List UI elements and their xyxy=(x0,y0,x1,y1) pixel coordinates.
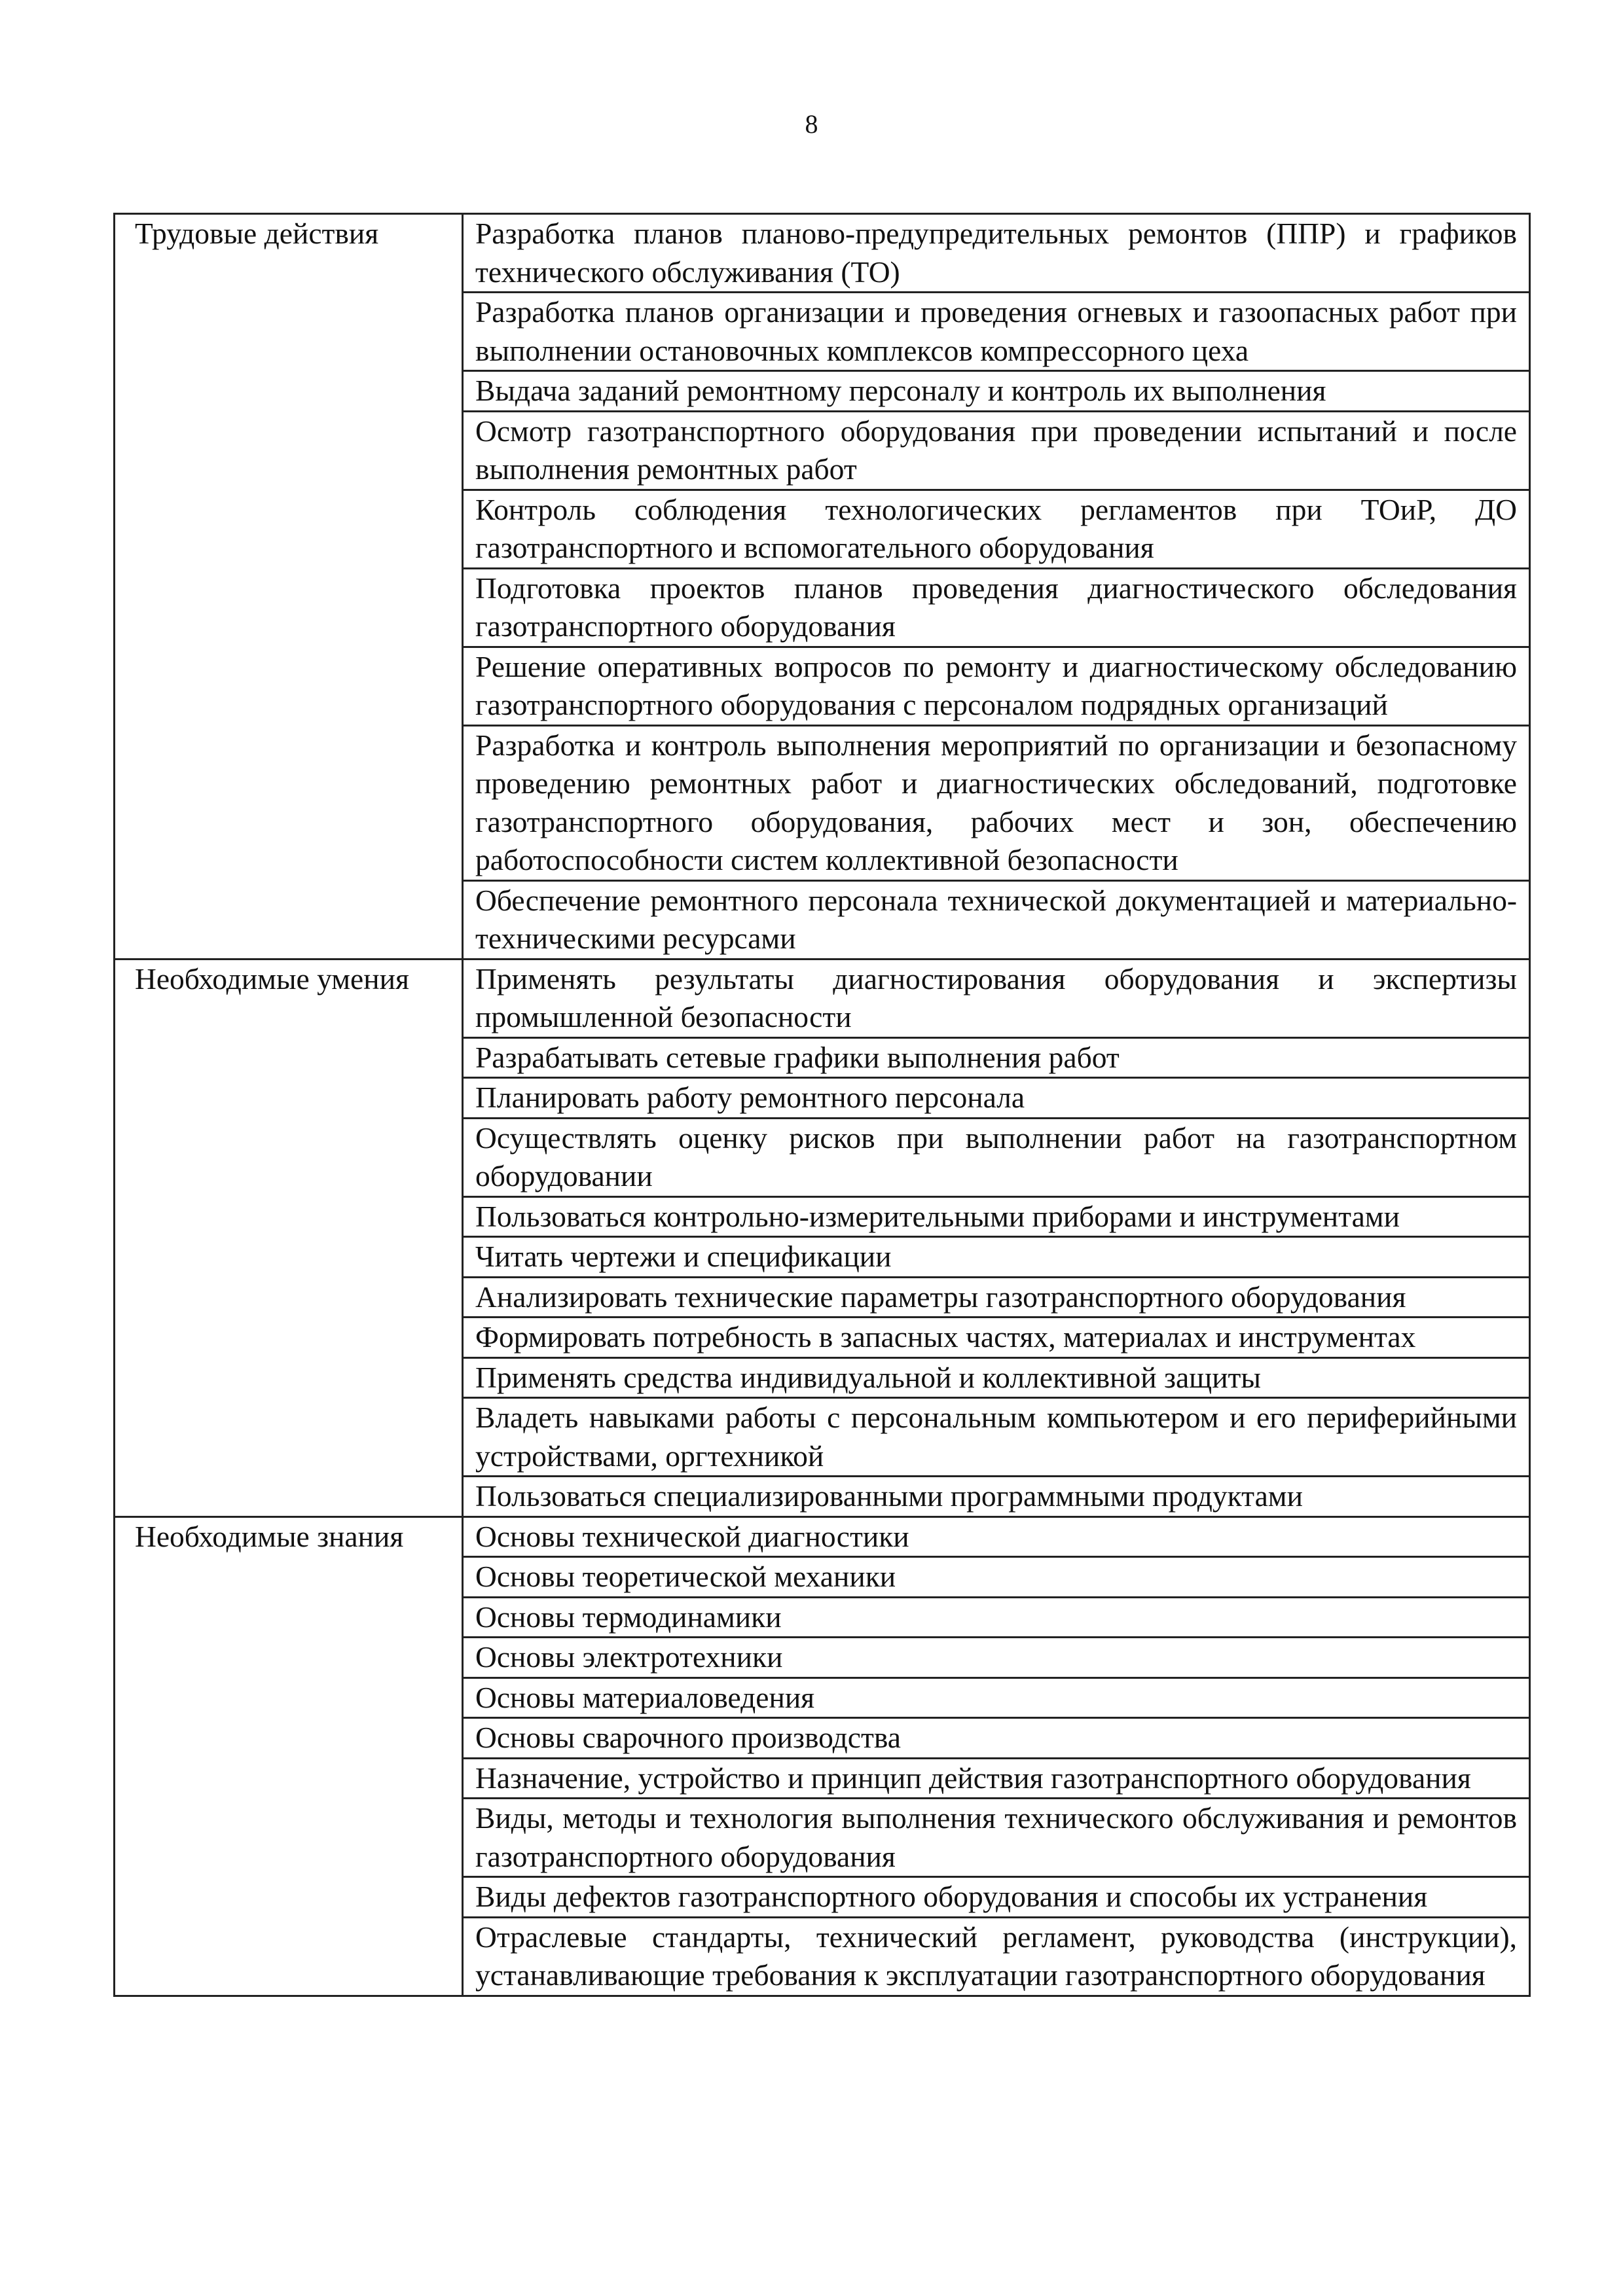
table-cell-item: Осуществлять оценку рисков при выполнении работ на газотранспортном оборудовании xyxy=(463,1118,1530,1196)
table-cell-item: Анализировать технические параметры газотранспортного оборудования xyxy=(463,1277,1530,1318)
table-row xyxy=(115,214,1530,293)
table-cell-item: Разработка и контроль выполнения мероприятий по организации и безопасному проведению ремонтных работ и диагностических обследований, подготовке газотранспортного оборудования, рабочих мест и зон, обеспечению работоспособности систем коллективной безопасности xyxy=(463,725,1530,880)
table-cell-item: Контроль соблюдения технологических регламентов при ТОиР, ДО газотранспортного и вспомогательного оборудования xyxy=(463,490,1530,568)
table-row xyxy=(115,1516,1530,1557)
table-cell-item: Пользоваться специализированными программными продуктами xyxy=(463,1477,1530,1517)
table-cell-item: Осмотр газотранспортного оборудования при проведении испытаний и после выполнения ремонтных работ xyxy=(463,411,1530,490)
table-cell-item: Читать чертежи и спецификации xyxy=(463,1237,1530,1278)
table-cell-item: Пользоваться контрольно-измерительными приборами и инструментами xyxy=(463,1196,1530,1237)
table-row xyxy=(115,959,1530,1037)
table-cell-item: Обеспечение ремонтного персонала технической документацией и материально-техническими ресурсами xyxy=(463,880,1530,959)
table-cell-item: Формировать потребность в запасных частях, материалах и инструментах xyxy=(463,1318,1530,1358)
table-cell-item: Основы материаловедения xyxy=(463,1677,1530,1718)
table-cell-item: Решение оперативных вопросов по ремонту и диагностическому обследованию газотранспортного оборудования с персоналом подрядных организаций xyxy=(463,647,1530,725)
table-cell-item: Подготовка проектов планов проведения диагностического обследования газотранспортного оборудования xyxy=(463,568,1530,647)
table-cell-item: Основы термодинамики xyxy=(463,1597,1530,1638)
table-cell-item: Разработка планов организации и проведения огневых и газоопасных работ при выполнении остановочных комплексов компрессорного цеха xyxy=(463,293,1530,371)
table-cell-item: Разработка планов планово-предупредительных ремонтов (ППР) и графиков технического обслуживания (ТО) xyxy=(463,214,1530,293)
table-cell-item: Владеть навыками работы с персональным компьютером и его периферийными устройствами, оргтехникой xyxy=(463,1398,1530,1477)
table-cell-item: Основы электротехники xyxy=(463,1638,1530,1678)
page-number: 8 xyxy=(805,109,818,139)
table-cell-item: Планировать работу ремонтного персонала xyxy=(463,1078,1530,1119)
section-label-required-knowledge: Необходимые знания xyxy=(115,1516,463,1996)
table-cell-item: Назначение, устройство и принцип действия газотранспортного оборудования xyxy=(463,1758,1530,1799)
table-cell-item: Основы сварочного производства xyxy=(463,1718,1530,1759)
table-cell-item: Основы технической диагностики xyxy=(463,1516,1530,1557)
table-cell-item: Разрабатывать сетевые графики выполнения работ xyxy=(463,1037,1530,1078)
table-cell-item: Виды, методы и технология выполнения технического обслуживания и ремонтов газотранспортного оборудования xyxy=(463,1799,1530,1877)
table-cell-item: Виды дефектов газотранспортного оборудования и способы их устранения xyxy=(463,1877,1530,1918)
table-cell-item: Применять средства индивидуальной и коллективной защиты xyxy=(463,1357,1530,1398)
table-body xyxy=(115,214,1530,1996)
table-cell-item: Применять результаты диагностирования оборудования и экспертизы промышленной безопасности xyxy=(463,959,1530,1037)
section-label-labor-actions: Трудовые действия xyxy=(115,214,463,960)
table-cell-item: Выдача заданий ремонтному персоналу и контроль их выполнения xyxy=(463,371,1530,412)
table-cell-item: Отраслевые стандарты, технический регламент, руководства (инструкции), устанавливающие требования к эксплуатации газотранспортного оборудования xyxy=(463,1917,1530,1996)
table-cell-item: Основы теоретической механики xyxy=(463,1557,1530,1598)
section-label-required-skills: Необходимые умения xyxy=(115,959,463,1516)
qualification-table xyxy=(113,213,1531,1997)
